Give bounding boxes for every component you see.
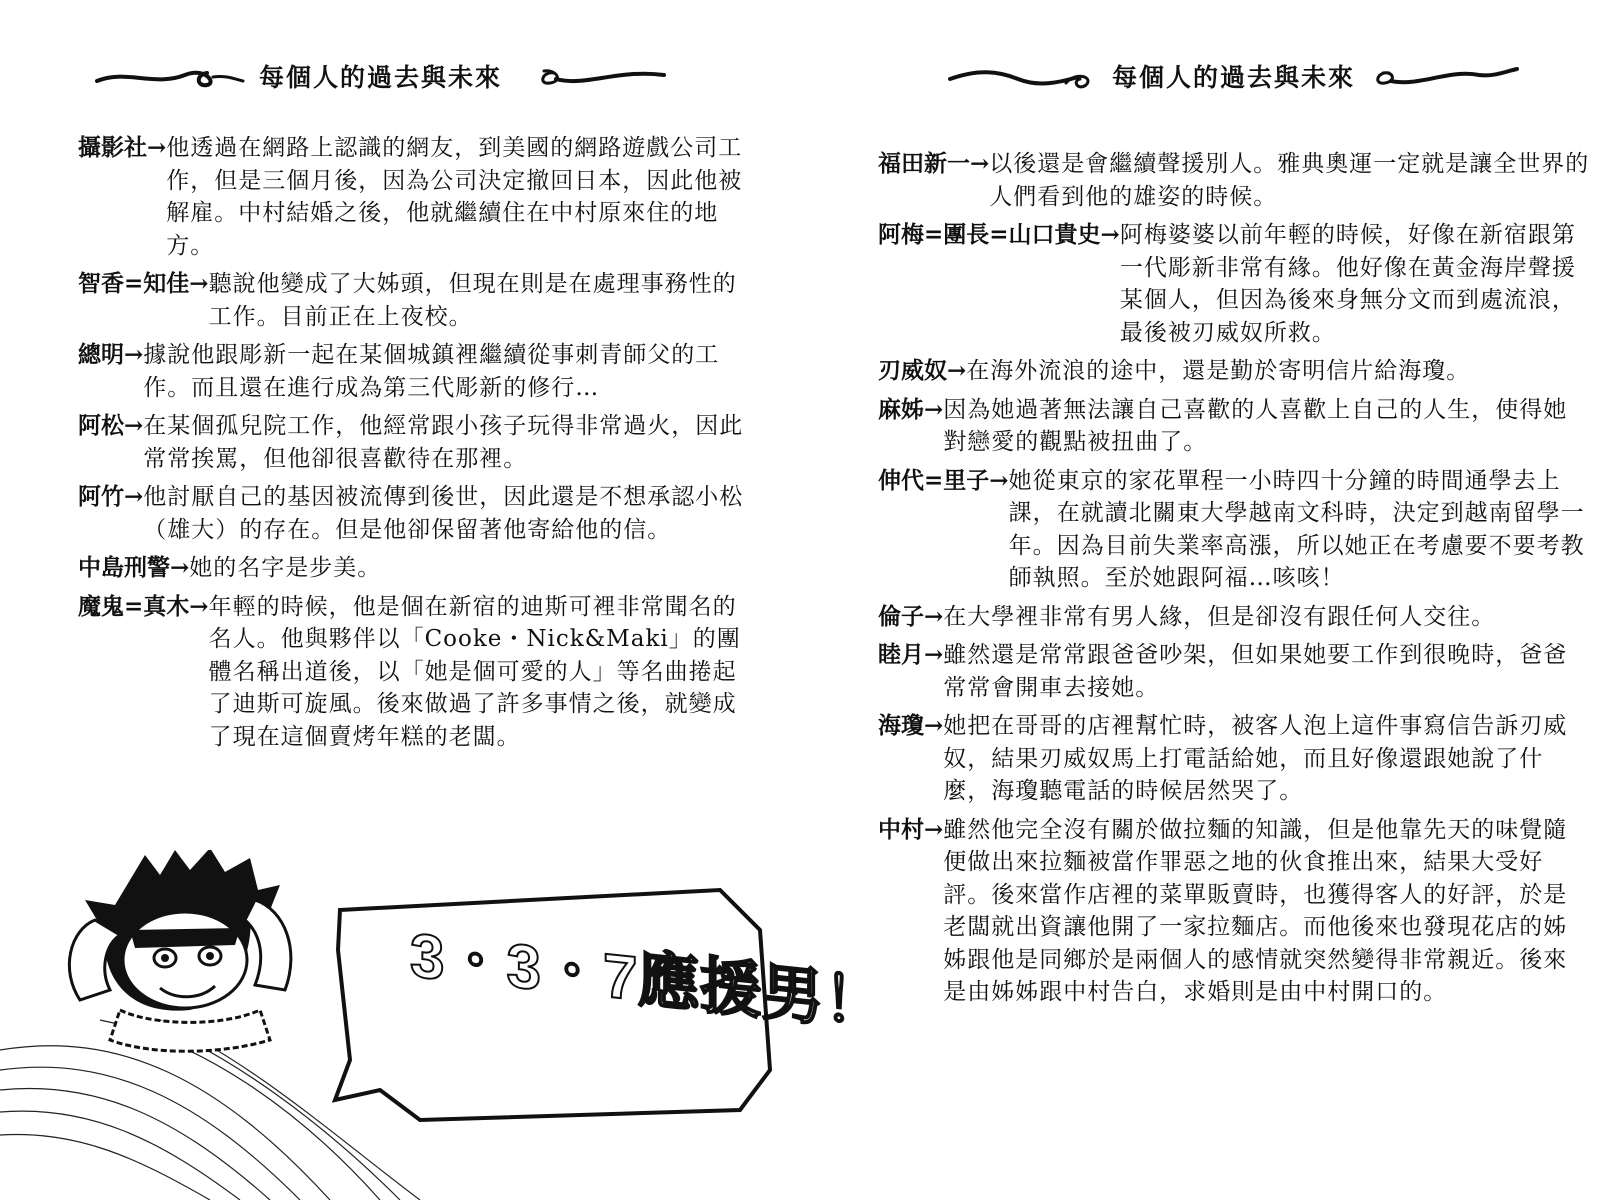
- entry-name: 福田新一: [878, 150, 970, 177]
- entry-text: 以後還是會繼續聲援別人。雅典奧運一定就是讓全世界的人們看到他的雄姿的時候。: [989, 151, 1590, 210]
- entry-name: 中島刑警: [78, 554, 170, 581]
- right-entry-list: [878, 148, 1590, 1015]
- arrow-icon: →: [147, 134, 167, 161]
- entry-text: 他討厭自己的基因被流傳到後世，因此還是不想承認小松（雄大）的存在。但是他卻保留著他寄給他的信。: [143, 484, 744, 543]
- right-page-header: [948, 58, 1519, 94]
- entry-text: 她的名字是步美。: [189, 555, 382, 581]
- entry-name: 總明: [78, 341, 124, 368]
- entry: [878, 465, 1590, 595]
- arrow-icon: →: [189, 270, 209, 297]
- entry: [78, 410, 758, 475]
- entry: [78, 552, 758, 585]
- entry-text: 年輕的時候，他是個在新宿的迪斯可裡非常聞名的名人。他與夥伴以「Cooke・Nick&Maki」的團體名稱出道後，以「她是個可愛的人」等名曲捲起了迪斯可旋風。後來做過了許多事情之後，就變成了現在這個賣烤年糕的老闆。: [208, 593, 741, 750]
- arrow-icon: →: [124, 341, 144, 368]
- entry-name: 倫子: [878, 602, 924, 630]
- entry: [878, 394, 1590, 459]
- entry: [878, 639, 1590, 704]
- right-ornament-icon: [1369, 61, 1519, 91]
- entry: [878, 601, 1590, 634]
- left-page-header: [95, 58, 666, 94]
- entry-name: 智香=知佳: [78, 270, 190, 297]
- arrow-icon: →: [989, 466, 1009, 494]
- arrow-icon: →: [947, 357, 967, 384]
- entry-text: 雖然他完全沒有關於做拉麵的知識，但是他靠先天的味覺隨便做出來拉麵被當作罪惡之地的伙食推出來，結果大受好評。後來當作店裡的菜單販賣時，也獲得客人的好評，於是老闆就出資讓他開了一家拉麵店。而他後來也發現花店的姊姊跟他是同鄉於是兩個人的感情就突然變得非常親近。後來是由姊姊跟中村告白，求婚則是由中村開口的。: [943, 816, 1568, 1005]
- entry: [78, 481, 758, 546]
- left-entry-list: [78, 132, 758, 759]
- entry-text: 他透過在網路上認識的網友，到美國的網路遊戲公司工作，但是三個月後，因為公司決定撤回日本，因此他被解雇。中村結婚之後，他就繼續住在中村原來住的地方。: [166, 135, 743, 259]
- arrow-icon: →: [124, 483, 144, 510]
- entry: [878, 355, 1590, 388]
- entry: [78, 268, 758, 333]
- entry-name: 海瓊: [878, 712, 924, 739]
- arrow-icon: →: [924, 602, 944, 630]
- entry-name: 麻姊: [878, 395, 924, 423]
- entry-text: 在大學裡非常有男人緣，但是卻沒有跟任何人交往。: [943, 603, 1496, 630]
- entry-name: 阿松: [78, 412, 124, 439]
- entry-text: 聽說他變成了大姊頭，但現在則是在處理事務性的工作。目前正在上夜校。: [208, 271, 737, 330]
- arrow-icon: →: [1100, 221, 1120, 248]
- entry: [878, 148, 1590, 213]
- speech-bubble-text: 3・3・7應援男！: [410, 921, 886, 1040]
- entry-text: 阿梅婆婆以前年輕的時候，好像在新宿跟第一代彫新非常有緣。他好像在黃金海岸聲援某個人，但因為後來身無分文而到處流浪，最後被刃威奴所救。: [1119, 222, 1576, 346]
- entry: [78, 591, 758, 754]
- entry-text: 在某個孤兒院工作，他經常跟小孩子玩得非常過火，因此常常挨罵，但他卻很喜歡待在那裡。: [143, 413, 744, 472]
- right-ornament-icon: [516, 61, 666, 91]
- page-title: 每個人的過去與未來: [1112, 63, 1356, 92]
- arrow-icon: →: [170, 554, 190, 581]
- entry: [878, 710, 1590, 808]
- entry-text: 因為她過著無法讓自己喜歡的人喜歡上自己的人生，使得她對戀愛的觀點被扭曲了。: [943, 396, 1568, 455]
- entry: [878, 219, 1590, 349]
- arrow-icon: →: [924, 641, 944, 668]
- entry: [78, 339, 758, 404]
- left-ornament-icon: [948, 61, 1098, 91]
- entry-text: 據說他跟彫新一起在某個城鎮裡繼續從事刺青師父的工作。而且還在進行成為第三代彫新的修行…: [143, 342, 720, 401]
- character-illustration: [0, 850, 808, 1200]
- right-page: [808, 0, 1616, 1200]
- page-title: 每個人的過去與未來: [259, 63, 503, 92]
- entry-name: 睦月: [878, 641, 924, 668]
- entry-text: 她把在哥哥的店裡幫忙時，被客人泡上這件事寫信告訴刃威奴，結果刃威奴馬上打電話給她，而且好像還跟她說了什麼，海瓊聽電話的時候居然哭了。: [943, 713, 1568, 804]
- arrow-icon: →: [924, 395, 944, 423]
- entry-name: 中村: [878, 815, 924, 843]
- entry-text: 雖然還是常常跟爸爸吵架，但如果她要工作到很晚時，爸爸常常會開車去接她。: [943, 642, 1568, 701]
- entry: [78, 132, 758, 262]
- entry: [878, 814, 1590, 1009]
- arrow-icon: →: [924, 815, 944, 843]
- entry-text: 她從東京的家花單程一小時四十分鐘的時間通學去上課，在就讀北關東大學越南文科時，決定到越南留學一年。因為目前失業率高漲，所以她正在考慮要不要考教師執照。至於她跟阿福…咳咳！: [1008, 467, 1585, 591]
- entry-name: 攝影社: [78, 134, 147, 161]
- arrow-icon: →: [124, 412, 144, 439]
- entry-name: 伸代=里子: [878, 466, 990, 494]
- arrow-icon: →: [924, 712, 944, 739]
- entry-name: 阿梅=團長=山口貴史: [878, 221, 1101, 248]
- arrow-icon: →: [189, 592, 209, 620]
- entry-name: 魔鬼=真木: [78, 592, 190, 620]
- entry-text: 在海外流浪的途中，還是勤於寄明信片給海瓊。: [966, 358, 1471, 384]
- left-ornament-icon: [95, 61, 245, 91]
- entry-name: 阿竹: [78, 483, 124, 510]
- arrow-icon: →: [970, 150, 990, 177]
- entry-name: 刃威奴: [878, 357, 947, 384]
